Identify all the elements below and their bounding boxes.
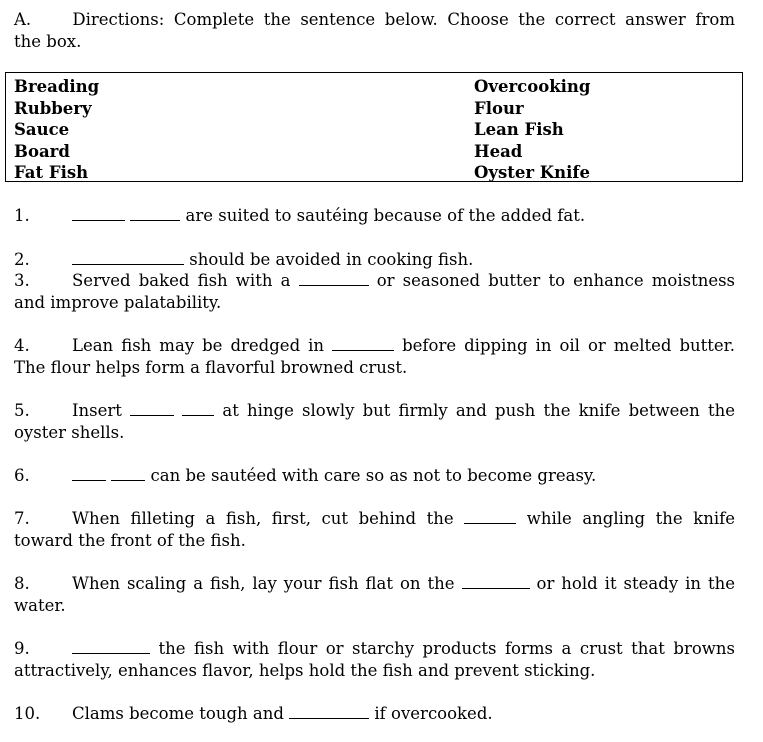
- word-option: Oyster Knife: [474, 163, 591, 182]
- answer-blank[interactable]: [72, 250, 184, 265]
- question-10: [14, 703, 493, 725]
- question-1: [14, 205, 585, 227]
- word-option: Board: [14, 141, 70, 161]
- question-number: 10.: [14, 704, 41, 723]
- question-9: [14, 638, 735, 660]
- answer-blank[interactable]: [464, 509, 516, 524]
- answer-blank[interactable]: [289, 704, 369, 719]
- question-3: [14, 270, 735, 292]
- question-4: [14, 335, 735, 357]
- question-text: should be avoided in cooking fish.: [189, 250, 474, 269]
- question-text: or hold it steady in the: [536, 574, 736, 593]
- answer-blank[interactable]: [130, 206, 180, 221]
- question-text: or seasoned butter to enhance moistness: [376, 271, 736, 290]
- question-number: 6.: [14, 466, 30, 485]
- question-text: while angling the knife: [526, 509, 735, 528]
- question-9-continued: attractively, enhances flavor, helps hold the fish and prevent sticking.: [14, 661, 596, 680]
- question-number: 8.: [14, 574, 30, 593]
- question-text: Clams become tough and: [72, 704, 284, 723]
- word-box-left-column: [14, 76, 99, 184]
- question-2: [14, 249, 473, 271]
- question-number: 1.: [14, 206, 30, 225]
- word-option: Flour: [474, 98, 524, 118]
- word-box: [5, 72, 743, 182]
- question-number: 4.: [14, 336, 30, 355]
- question-text: the fish with flour or starchy products forms a crust that browns: [158, 639, 735, 658]
- answer-blank[interactable]: [182, 401, 214, 416]
- question-text: at hinge slowly but firmly and push the knife between the: [222, 401, 735, 420]
- question-text: can be sautéed with care so as not to become greasy.: [150, 466, 597, 485]
- directions-text: Directions: Complete the sentence below. Choose the correct answer from: [72, 10, 735, 29]
- answer-blank[interactable]: [111, 466, 145, 481]
- question-5-continued: oyster shells.: [14, 423, 125, 442]
- word-option: Fat Fish: [14, 163, 89, 182]
- question-6: [14, 465, 596, 487]
- word-option: Head: [474, 141, 523, 161]
- question-3-continued: and improve palatability.: [14, 293, 222, 312]
- question-number: 9.: [14, 639, 30, 658]
- question-text: Served baked fish with a: [72, 271, 291, 290]
- question-text: are suited to sautéing because of the added fat.: [185, 206, 586, 225]
- question-text: Insert: [72, 401, 122, 420]
- answer-blank[interactable]: [130, 401, 174, 416]
- word-option: Lean Fish: [474, 120, 564, 139]
- answer-blank[interactable]: [332, 336, 394, 351]
- question-text: before dipping in oil or melted butter.: [402, 336, 735, 355]
- word-option: Sauce: [14, 120, 70, 139]
- question-text: When filleting a fish, first, cut behind the: [72, 509, 454, 528]
- question-8: [14, 573, 735, 595]
- word-option: Overcooking: [474, 77, 591, 96]
- answer-blank[interactable]: [72, 206, 125, 221]
- question-number: 2.: [14, 250, 30, 269]
- directions-line-2: the box.: [14, 32, 82, 51]
- question-text: When scaling a fish, lay your fish flat on the: [72, 574, 455, 593]
- question-8-continued: water.: [14, 596, 66, 615]
- question-7-continued: toward the front of the fish.: [14, 531, 246, 550]
- question-number: 3.: [14, 271, 30, 290]
- question-number: 5.: [14, 401, 30, 420]
- directions-line-1: [14, 9, 735, 31]
- question-5: [14, 400, 735, 422]
- word-option: Breading: [14, 77, 100, 96]
- word-option: Rubbery: [14, 98, 92, 118]
- question-4-continued: The flour helps form a flavorful browned crust.: [14, 358, 408, 377]
- answer-blank[interactable]: [72, 466, 106, 481]
- section-label: A.: [14, 10, 32, 29]
- answer-blank[interactable]: [462, 574, 530, 589]
- word-box-right-column: [474, 76, 590, 184]
- question-text: if overcooked.: [374, 704, 493, 723]
- answer-blank[interactable]: [72, 639, 150, 654]
- question-number: 7.: [14, 509, 30, 528]
- question-text: Lean fish may be dredged in: [72, 336, 325, 355]
- question-7: [14, 508, 735, 530]
- answer-blank[interactable]: [299, 271, 369, 286]
